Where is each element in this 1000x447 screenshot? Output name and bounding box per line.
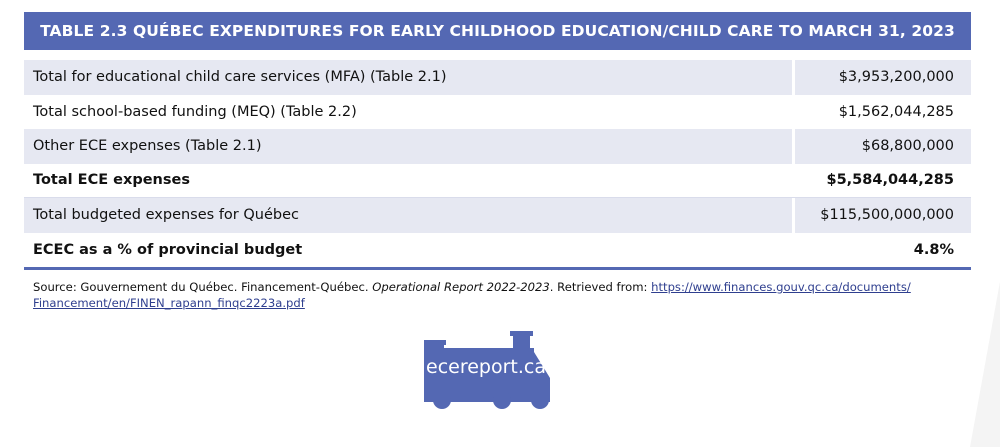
row-value: $68,800,000 [795,129,971,164]
table-row [24,60,971,95]
source-prefix: Source: Gouvernement du Québec. Financement-Québec. [33,280,373,294]
row-value: $3,953,200,000 [795,60,971,95]
table-row [24,95,971,130]
table-row-percent [24,233,971,268]
row-label: Other ECE expenses (Table 2.1) [24,129,792,164]
source-link-part-1[interactable]: https://www.finances.gouv.qc.ca/documents/ [651,280,911,294]
expenditures-table [24,60,971,270]
row-value: 4.8% [913,241,954,258]
table-row [24,129,971,164]
source-note [33,279,953,311]
row-label: Total school-based funding (MEQ) (Table 2.2) [33,103,357,120]
row-label: Total budgeted expenses for Québec [24,198,792,233]
table-bottom-rule [24,267,971,270]
row-label: ECEC as a % of provincial budget [33,241,303,258]
row-value: $115,500,000,000 [795,198,971,233]
logo-text: ecereport.ca [426,356,546,378]
source-report-title: Operational Report 2022-2023 [372,280,550,294]
row-value: $1,562,044,285 [838,103,954,120]
source-middle: . Retrieved from: [549,280,652,294]
row-value: $5,584,044,285 [826,172,954,189]
table-row [24,198,971,233]
ecereport-logo [424,328,564,410]
row-label: Total for educational child care services (MFA) (Table 2.1) [24,60,792,95]
table-row-total [24,164,971,199]
source-link-part-2[interactable]: Financement/en/FINEN_rapann_finqc2223a.pdf [33,296,305,310]
table-title: TABLE 2.3 QUÉBEC EXPENDITURES FOR EARLY CHILDHOOD EDUCATION/CHILD CARE TO MARCH 31, 2023 [24,12,971,50]
row-label: Total ECE expenses [33,172,190,189]
